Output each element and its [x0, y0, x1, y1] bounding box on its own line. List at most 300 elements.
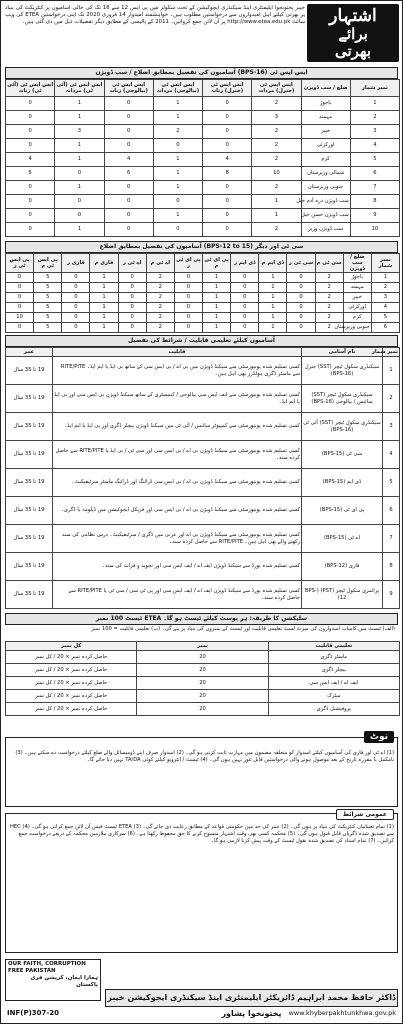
ct-table-cell: 0 — [174, 313, 202, 323]
sst-table-cell: 1 — [252, 209, 301, 223]
qual-table-cell: 4 — [383, 441, 400, 469]
marks-table-row — [6, 690, 400, 703]
qual-table-row — [6, 413, 400, 441]
sst-table-cell: 1 — [55, 97, 104, 111]
sst-table-cell: 0 — [6, 97, 55, 111]
sst-table-cell: 2 — [252, 153, 301, 167]
ct-table-cell: 0 — [118, 323, 146, 333]
sst-table-cell: 1 — [252, 195, 301, 209]
ct-table-header-cell: سی ٹی م — [315, 254, 343, 273]
qual-table-row — [6, 581, 400, 609]
ct-table-cell: 3 — [371, 293, 399, 303]
sst-table-cell: 0 — [203, 111, 252, 125]
section1-banner: ایس ایس ٹی (BPS-16) آسامیوں کی تفصیل بمطابق اضلاع / سب ڈویژن — [5, 67, 398, 79]
sst-table-cell: 0 — [104, 111, 153, 125]
sst-table-cell: 1 — [153, 97, 202, 111]
qual-table-cell: 9 — [383, 581, 400, 609]
sst-table-cell: 0 — [6, 125, 55, 139]
ct-table-cell: 0 — [118, 283, 146, 293]
sst-table-cell: 0 — [203, 223, 252, 237]
slogan-english: OUR FAITH, CORRUPTION FREE PAKISTAN — [8, 961, 86, 974]
marks-table-cell: ایف اے / ایف ایس سی — [268, 677, 399, 690]
ct-table-cell: 5 — [34, 273, 62, 283]
qual-table-row — [6, 469, 400, 497]
marks-table-cell: حاصل کردہ نمبر × 20 / کل نمبر — [6, 703, 137, 716]
ct-table-cell: 1 — [90, 323, 118, 333]
ct-table-header-cell: قاری م — [90, 254, 118, 273]
sst-table-header-cell: ایس ایس ٹی (بیالوجی) زنانہ — [104, 80, 153, 97]
qual-table-cell: 8 — [383, 553, 400, 581]
qual-table-cell: کسی تسلیم شدہ یونیورسٹی سے سیکنڈ ڈویژن بی اے / بی ایس سی اور فزیکل ایجوکیشن میں ڈپلومہ یا ڈگری۔ — [53, 497, 302, 525]
ct-table-cell: 1 — [259, 323, 287, 333]
marks-table-cell: 20 — [137, 690, 268, 703]
sst-table-cell: 0 — [104, 223, 153, 237]
qual-table-header-cell: نمبر شمار — [371, 349, 398, 355]
ct-table-cell: 1 — [203, 323, 231, 333]
sst-table-cell: 0 — [104, 209, 153, 223]
ct-table-cell: خیبر — [343, 293, 371, 303]
sst-table-cell: جنوبی وزیرستان — [301, 181, 350, 195]
qual-table-cell: کسی تسلیم شدہ بورڈ سے سیکنڈ ڈویژن ایف اے / ایف ایس سی اور پی ٹی سی / سی ٹی یا RITE/PITE سے حاصل کردہ سند۔ — [53, 581, 302, 609]
qual-table-row — [6, 497, 400, 525]
ct-table-cell: 0 — [6, 283, 34, 293]
sst-table-cell: 1 — [153, 181, 202, 195]
qual-table-cell: 19 تا 35 سال — [6, 581, 53, 609]
ct-table-cell: 5 — [371, 313, 399, 323]
ct-table-cell: 1 — [90, 273, 118, 283]
note-text: (1) اے ٹی اور قاری کی آسامیوں کیلئے امیدوار کو متعلقہ مضمون میں مہارت ثابت کرنی ہو گی۔ (2) امیدوار صرف اپنے ڈومیسائل والے ضلع کیلئے درخواست دے سکتے ہیں۔ (3) نامکمل یا مقررہ تاریخ کے بعد موصول ہونے والی درخواستیں قابل غور نہیں ہوں گی۔ (4) ٹیسٹ / انٹرویو کیلئے کوئی TA/DA نہیں دیا جائے گا۔ — [15, 750, 394, 763]
qual-table-cell: سیکنڈری سکول ٹیچر (SST) جنرل (BPS-16) — [302, 357, 383, 385]
qual-table-cell: قاری (BPS-12) — [302, 553, 383, 581]
sst-table-cell: 0 — [104, 195, 153, 209]
sst-table-row — [6, 153, 400, 167]
title-line-2: برائے — [338, 24, 368, 43]
sst-table-row — [6, 139, 400, 153]
qual-table-cell: سیکنڈری سکول ٹیچر (SST) سائنس / بیالوجی (BPS-16) — [302, 385, 383, 413]
qual-table-row — [6, 385, 400, 413]
qual-table-cell: کسی تسلیم شدہ یونیورسٹی سے سیکنڈ ڈویژن بی اے / بی ایس سی اور سی ٹی / بی ایڈ یا RITE/PITE سے حاصل کردہ سند۔ — [53, 441, 302, 469]
sst-table-cell: 4 — [104, 153, 153, 167]
sst-table-cell: 1 — [153, 209, 202, 223]
sst-vacancies-table — [5, 79, 400, 237]
ct-table-cell: 0 — [287, 323, 315, 333]
sst-table-cell: 10 — [350, 223, 399, 237]
marks-table-cell: حاصل کردہ نمبر × 20 / کل نمبر — [6, 651, 137, 664]
sst-table-cell: اورکزئی — [301, 139, 350, 153]
ct-table-header-cell: ضلع / سب ڈویژن — [343, 254, 371, 273]
qual-table-cell: 5 — [383, 469, 400, 497]
ct-table-cell: 0 — [62, 303, 90, 313]
sst-table-cell: 0 — [6, 223, 55, 237]
sst-table-cell: مہمند — [301, 111, 350, 125]
marks-table-cell: میٹرک — [268, 690, 399, 703]
ct-table-cell: 0 — [118, 293, 146, 303]
sst-table-cell: 1 — [55, 153, 104, 167]
ct-table-cell: کرم — [343, 313, 371, 323]
ct-table-cell: اورکزئی — [343, 303, 371, 313]
ct-table-cell: 1 — [90, 303, 118, 313]
marks-table-header-row — [6, 642, 400, 651]
qual-table-cell: کسی تسلیم شدہ بورڈ سے سیکنڈ ڈویژن ایف اے / ایف ایس سی اور تجوید و قرات کی سند۔ — [53, 553, 302, 581]
marks-table-cell: حاصل کردہ نمبر × 20 / کل نمبر — [6, 677, 137, 690]
ct-table-header-row — [6, 254, 400, 273]
note-box — [5, 737, 398, 807]
sst-table-cell: سب ڈویژن حسن خیل — [301, 209, 350, 223]
qual-table-row — [6, 441, 400, 469]
ct-table-cell: 0 — [62, 273, 90, 283]
ct-table-cell: 2 — [315, 293, 343, 303]
qual-table-row — [6, 525, 400, 553]
ct-table-row — [6, 283, 400, 293]
qual-table-cell: 19 تا 35 سال — [6, 441, 53, 469]
sst-table-cell: سب ڈویژن وزیر — [301, 223, 350, 237]
sst-table-cell: 2 — [252, 181, 301, 195]
marks-table-cell: حاصل کردہ نمبر × 20 / کل نمبر — [6, 664, 137, 677]
ct-table-cell: 0 — [287, 273, 315, 283]
ct-table-header-cell: ڈی ایم م — [259, 254, 287, 273]
qual-table-cell: 2 — [383, 385, 400, 413]
ct-table-header-cell: پی ای ٹی ز — [174, 254, 202, 273]
section3-banner: آسامیوں کیلئے تعلیمی قابلیت / شرائط کی تفصیل — [5, 335, 398, 347]
ct-table-cell: 0 — [231, 323, 259, 333]
qualification-table — [5, 347, 400, 609]
qual-table-row — [6, 357, 400, 385]
section2-banner: سی ٹی اور دیگر (BPS-12 to 15) آسامیوں کی تفصیل بمطابق اضلاع — [5, 241, 398, 253]
ct-table-cell: 5 — [34, 303, 62, 313]
marks-table-cell: 20 — [137, 703, 268, 716]
sst-table-cell: 0 — [6, 209, 55, 223]
website-link[interactable]: www.khyberpakhtunkhwa.gov.pk — [288, 1009, 396, 1017]
ct-table-cell: 2 — [146, 303, 174, 313]
terms-label: عمومی شرائط — [336, 809, 394, 820]
ct-table-cell: 0 — [174, 323, 202, 333]
qual-table-cell: پرائمری سکول ٹیچر (PST) (BPS-12) — [302, 581, 383, 609]
ct-table-cell: 5 — [34, 283, 62, 293]
sst-table-cell: 2 — [153, 125, 202, 139]
sst-table-cell: 0 — [153, 195, 202, 209]
ct-table-cell: 0 — [231, 313, 259, 323]
ct-table-cell: 1 — [90, 283, 118, 293]
ct-table-header-cell: ڈی ایم ز — [231, 254, 259, 273]
sst-table-cell: 1 — [55, 111, 104, 125]
ct-table-cell: 0 — [287, 313, 315, 323]
sst-table-cell: 1 — [350, 97, 399, 111]
marks-table-row — [6, 703, 400, 716]
sst-table-cell: 2 — [350, 111, 399, 125]
note-label: نوٹ — [364, 731, 394, 743]
sst-table-row — [6, 97, 400, 111]
ct-table-cell: 0 — [118, 273, 146, 283]
sst-table-cell: 0 — [203, 125, 252, 139]
sst-table-cell: 0 — [104, 125, 153, 139]
ct-table-cell: 5 — [34, 313, 62, 323]
qual-table-cell: 19 تا 35 سال — [6, 497, 53, 525]
ct-table-cell: 1 — [90, 293, 118, 303]
ct-table-cell: 0 — [6, 293, 34, 303]
qual-table-header-cell: عمر — [6, 348, 53, 357]
qual-table-cell: ڈی ایم (BPS-15) — [302, 469, 383, 497]
ct-table-cell: 2 — [315, 313, 343, 323]
ct-table-cell: 1 — [203, 313, 231, 323]
qual-table-cell: سیکنڈری سکول ٹیچر (SST) آئی ٹی (BPS-16) — [302, 413, 383, 441]
ct-table-cell: 0 — [118, 303, 146, 313]
qual-table-cell: 7 — [383, 525, 400, 553]
sst-table-row — [6, 125, 400, 139]
ct-table-cell: 4 — [371, 303, 399, 313]
title-line-1: اشتہار — [329, 5, 377, 26]
sst-table-cell: 0 — [6, 195, 55, 209]
sst-table-cell: 6 — [104, 167, 153, 181]
ct-table-cell: 1 — [203, 293, 231, 303]
ct-table-cell: 2 — [146, 313, 174, 323]
sst-table-row — [6, 209, 400, 223]
sst-table-cell: 2 — [252, 125, 301, 139]
marks-table-cell: پروفیشنل ڈگری — [268, 703, 399, 716]
sst-table-header-cell: ضلع / سب ڈویژن — [301, 80, 350, 97]
sst-table-cell: 3 — [350, 125, 399, 139]
sst-table-cell: 0 — [104, 139, 153, 153]
qual-table-header-cell: نام آسامی — [302, 348, 383, 357]
sst-table-row — [6, 167, 400, 181]
ct-table-cell: 0 — [287, 303, 315, 313]
ct-table-row — [6, 273, 400, 283]
ct-table-cell: 0 — [231, 303, 259, 313]
sst-table-row — [6, 111, 400, 125]
qual-table-cell: 19 تا 35 سال — [6, 525, 53, 553]
sst-table-cell: 2 — [252, 223, 301, 237]
ct-table-cell: 1 — [259, 313, 287, 323]
sst-table-cell: 0 — [55, 167, 104, 181]
sst-table-cell: 2 — [252, 139, 301, 153]
sst-table-cell: 0 — [203, 195, 252, 209]
sst-table-header-cell: نمبر شمار — [350, 80, 399, 97]
marks-table-cell: 20 — [137, 651, 268, 664]
ct-table-row — [6, 293, 400, 303]
qual-table-header-cell: قابلیت — [53, 348, 302, 357]
marks-table-cell: 20 — [137, 677, 268, 690]
ct-table-header-cell: پی ایس ٹی ز — [6, 254, 34, 273]
ct-table-header-cell: نمبر شمار — [371, 254, 399, 273]
ct-table-header-cell: پی ای ٹی م — [203, 254, 231, 273]
ct-table-cell: 6 — [371, 323, 399, 333]
marks-table-cell: 20 — [137, 664, 268, 677]
marks-table-row — [6, 651, 400, 664]
sst-table-cell: کرم — [301, 153, 350, 167]
qual-table-cell: کسی تسلیم شدہ یونیورسٹی سے کمپیوٹر سائنس / آئی ٹی میں سیکنڈ ڈویژن بیچلر ڈگری اور بی ایڈ یا ایم ایڈ۔ — [53, 413, 302, 441]
sst-table-cell: 0 — [104, 181, 153, 195]
sst-table-header-cell: ایس ایس ٹی (جنرل) مردانہ — [252, 80, 301, 97]
sst-table-cell: 1 — [55, 139, 104, 153]
qual-table-cell: سی ٹی (BPS-15) — [302, 441, 383, 469]
ct-table-cell: 0 — [6, 273, 34, 283]
sst-table-cell: 0 — [6, 111, 55, 125]
sst-table-cell: 6 — [350, 167, 399, 181]
sst-table-cell: 7 — [350, 181, 399, 195]
sst-table-cell: 0 — [153, 139, 202, 153]
qual-table-cell: 19 تا 35 سال — [6, 357, 53, 385]
sst-table-cell: 0 — [203, 97, 252, 111]
ct-table-cell: باجوڑ — [343, 273, 371, 283]
ct-table-cell: 2 — [146, 323, 174, 333]
qual-table-cell: پی ای ٹی (BPS-15) — [302, 497, 383, 525]
sst-table-header-cell: ایس ایس ٹی (بیالوجی) مردانہ — [153, 80, 202, 97]
title-block — [307, 4, 399, 62]
sst-table-cell: 8 — [203, 167, 252, 181]
sst-table-row — [6, 195, 400, 209]
marks-table-cell: ماسٹر ڈگری — [268, 651, 399, 664]
sst-table-cell: 4 — [350, 139, 399, 153]
marks-table-cell: بیچلر ڈگری — [268, 664, 399, 677]
sst-table-cell: 0 — [55, 195, 104, 209]
sst-table-cell: 0 — [203, 209, 252, 223]
sst-table-cell: 5 — [6, 167, 55, 181]
sst-table-header-cell: ایس ایس ٹی (آئی ٹی) مردانہ — [55, 80, 104, 97]
authority-signature: ڈاکٹر حافظ محمد ابراہیم ڈائریکٹر ایلیمنٹری اینڈ سیکنڈری ایجوکیشن خیبر پختونخوا پشاور — [105, 989, 398, 1007]
marks-table-header-cell: تعلیمی قابلیت — [268, 642, 399, 651]
ct-table-cell: 1 — [203, 303, 231, 313]
ct-table-cell: 1 — [259, 293, 287, 303]
sst-table-header-cell: ایس ایس ٹی (جنرل) زنانہ — [203, 80, 252, 97]
ct-table-cell: 0 — [287, 283, 315, 293]
ct-table-header-cell: اے ٹی ز — [118, 254, 146, 273]
qual-table-row — [6, 553, 400, 581]
sst-table-cell: خیبر — [301, 125, 350, 139]
ct-table-cell: 2 — [315, 273, 343, 283]
sst-table-cell: باجوڑ — [301, 97, 350, 111]
ct-vacancies-table — [5, 253, 400, 333]
sst-table-cell: 1 — [153, 167, 202, 181]
sst-table-cell: 1 — [55, 181, 104, 195]
ct-table-row — [6, 323, 400, 333]
section4-banner: سلیکشن کا طریقہ: ہر پوسٹ کیلئے ٹیسٹ ہو گا۔ ETEA ٹیسٹ 100 نمبر — [5, 613, 398, 625]
qual-table-cell: کسی تسلیم شدہ یونیورسٹی سے سیکنڈ ڈویژن بی اے / بی ایس سی ڈرائنگ اور ڈرائنگ ماسٹر سرٹیفیکیٹ۔ — [53, 469, 302, 497]
ct-table-cell: جنوبی وزیرستان — [343, 323, 371, 333]
qual-table-header-row — [6, 348, 400, 357]
sst-table-cell: 0 — [6, 181, 55, 195]
qual-table-cell: 19 تا 35 سال — [6, 385, 53, 413]
qual-table-cell: 1 — [383, 357, 400, 385]
intro-paragraph: خیبر پختونخوا ایلیمنٹری اینڈ سیکنڈری ایجوکیشن کے تحت سکولز میں بی ایس 12 سے 16 تک کی خالی اسامیوں پر کنٹریکٹ کی بنیاد پر بھرتی کیلئے اہل امیدواروں سے درخواستیں مطلوب ہیں۔ خواہشمند امیدوار 14 فروری 2020 تک اپنی درخواستیں ETEA کی ویب سائٹ http://www.etea.edu.pk پر آن لائن جمع کروائیں۔ 2011 کے پالیسی کے مطابق دیگر تفصیلات ذیل میں دی گئی ہیں۔ — [5, 5, 305, 25]
ct-table-header-cell: سی ٹی ز — [287, 254, 315, 273]
qual-table-cell: 6 — [383, 497, 400, 525]
slogan-box — [5, 959, 101, 1001]
qual-table-cell: کسی تسلیم شدہ یونیورسٹی سے سیکنڈ ڈویژن بی اے اور عربی میں ڈگری / سرٹیفیکیٹ۔ درس نظامی کی سند رکھنے والے بھی اہل ہیں۔ RITE/PITE سے حاصل کردہ سند۔ — [53, 525, 302, 553]
sst-table-cell: 3 — [55, 125, 104, 139]
ct-table-cell: 0 — [287, 293, 315, 303]
title-line-3: بھرتی — [334, 41, 372, 60]
sst-table-cell: 5 — [350, 153, 399, 167]
sst-table-cell: 0 — [203, 139, 252, 153]
ct-table-cell: 0 — [231, 273, 259, 283]
ct-table-cell: 1 — [259, 283, 287, 293]
ct-table-cell: 1 — [203, 283, 231, 293]
sst-table-cell: 2 — [252, 97, 301, 111]
ct-table-cell: 1 — [259, 273, 287, 283]
ct-table-cell: 0 — [174, 293, 202, 303]
ct-table-header-cell: اے ٹی م — [146, 254, 174, 273]
reference-number: INF(P)307-20 — [7, 1009, 60, 1017]
section4-subtext: (الف) ٹیسٹ میں کامیاب امیدواروں کی میرٹ لسٹ تعلیمی قابلیت اور ٹیسٹ کے نمبروں کی بنیاد پر بنے گی۔ (ب) تعلیمی قابلیت = 100 نمبر — [91, 626, 395, 632]
ct-table-cell: 2 — [146, 293, 174, 303]
ct-table-cell: 0 — [118, 313, 146, 323]
qual-table-cell: 19 تا 35 سال — [6, 469, 53, 497]
ct-table-cell: 2 — [315, 283, 343, 293]
qual-table-cell: 19 تا 35 سال — [6, 413, 53, 441]
ct-table-cell: 1 — [90, 313, 118, 323]
sst-table-cell: 0 — [55, 209, 104, 223]
ct-table-cell: 2 — [146, 283, 174, 293]
ct-table-cell: 1 — [371, 273, 399, 283]
ct-table-row — [6, 313, 400, 323]
sst-table-cell: سب ڈویژن درہ آدم خیل — [301, 195, 350, 209]
sst-table-cell: 8 — [350, 195, 399, 209]
sst-table-cell: 0 — [203, 181, 252, 195]
sst-table-cell: 9 — [350, 209, 399, 223]
marks-table — [5, 641, 400, 716]
sst-table-cell: 4 — [6, 153, 55, 167]
ct-table-cell: 0 — [6, 303, 34, 313]
sst-table-header-cell: ایس ایس ٹی (آئی ٹی) زنانہ — [6, 80, 55, 97]
marks-table-header-cell: نمبر — [137, 642, 268, 651]
ct-table-cell: 5 — [34, 323, 62, 333]
sst-table-cell: 1 — [153, 153, 202, 167]
marks-table-cell: حاصل کردہ نمبر × 20 / کل نمبر — [6, 690, 137, 703]
sst-table-cell: 10 — [252, 167, 301, 181]
sst-table-cell: 0 — [6, 139, 55, 153]
ct-table-cell: مہمند — [343, 283, 371, 293]
ct-table-header-cell: پی ایس ٹی م — [34, 254, 62, 273]
ct-table-cell: 0 — [6, 323, 34, 333]
sst-table-cell: 0 — [153, 223, 202, 237]
marks-table-row — [6, 664, 400, 677]
qual-table-cell: کسی تسلیم شدہ یونیورسٹی سے ایف ایس سی بیالوجی / کیمسٹری کے ساتھ سیکنڈ ڈویژن بی ایس سی اور بی ایڈ یا ایم ایڈ۔ — [53, 385, 302, 413]
qual-table-cell: 19 تا 35 سال — [6, 553, 53, 581]
ct-table-cell: 2 — [315, 323, 343, 333]
qual-table-cell: کسی تسلیم شدہ یونیورسٹی سے سیکنڈ ڈویژن میں بی اے / بی ایس سی کے ساتھ بی ایڈ یا ایم ایڈ۔ RITE/PITE سے ماسٹر ڈگری ہولڈرز بھی اہل ہیں۔ — [53, 357, 302, 385]
ct-table-cell: 0 — [231, 293, 259, 303]
ct-table-cell: 0 — [62, 293, 90, 303]
sst-table-row — [6, 223, 400, 237]
marks-table-row — [6, 677, 400, 690]
ct-table-cell: 5 — [34, 293, 62, 303]
ct-table-cell: 0 — [62, 323, 90, 333]
ct-table-cell: 2 — [315, 303, 343, 313]
sst-table-cell: 1 — [153, 111, 202, 125]
marks-table-header-cell: کل نمبر — [6, 642, 137, 651]
sst-table-row — [6, 181, 400, 195]
qual-table-cell: 3 — [383, 413, 400, 441]
ct-table-cell: 1 — [259, 303, 287, 313]
ct-table-cell: 2 — [371, 283, 399, 293]
ct-table-row — [6, 303, 400, 313]
ct-table-cell: 0 — [231, 283, 259, 293]
sst-table-cell: شمالی وزیرستان — [301, 167, 350, 181]
sst-table-header-row — [6, 80, 400, 97]
ct-table-cell: 0 — [62, 313, 90, 323]
ct-table-cell: 1 — [203, 273, 231, 283]
ct-table-cell: 0 — [174, 303, 202, 313]
ct-table-cell: 0 — [62, 283, 90, 293]
ct-table-cell: 10 — [6, 313, 34, 323]
ct-table-header-cell: قاری ز — [62, 254, 90, 273]
terms-text: (1) تمام تعیناتیاں کنٹریکٹ کی بنیاد پر ہوں گی۔ (2) عمر کی حد میں حکومتی قواعد کے مطابق رعایت دی جائے گی۔ (3) ETEA ٹیسٹ فیس آن لائن جمع کرانی ہو گی۔ (4) HEC سے تصدیق شدہ ڈگریاں قابل قبول ہوں گی۔ (5) محکمہ کسی بھی وقت اشتہار منسوخ کرنے کا حق محفوظ رکھتا ہے۔ (6) سرکاری ملازمین محکمہ کے ذریعے درخواست جمع کرائیں۔ (7) تمام اسناد کی تصدیق شدہ نقول ٹیسٹ کے وقت پیش کرنا لازمی ہو گا۔ — [9, 824, 394, 844]
sst-table-cell: 1 — [55, 223, 104, 237]
sst-table-cell: 4 — [203, 153, 252, 167]
ct-table-cell: 0 — [174, 273, 202, 283]
sst-table-cell: 0 — [104, 97, 153, 111]
qual-table-cell: اے ٹی (BPS-15) — [302, 525, 383, 553]
slogan-urdu: ہمارا ایمان، کرپشن فری پاکستان — [30, 975, 98, 988]
